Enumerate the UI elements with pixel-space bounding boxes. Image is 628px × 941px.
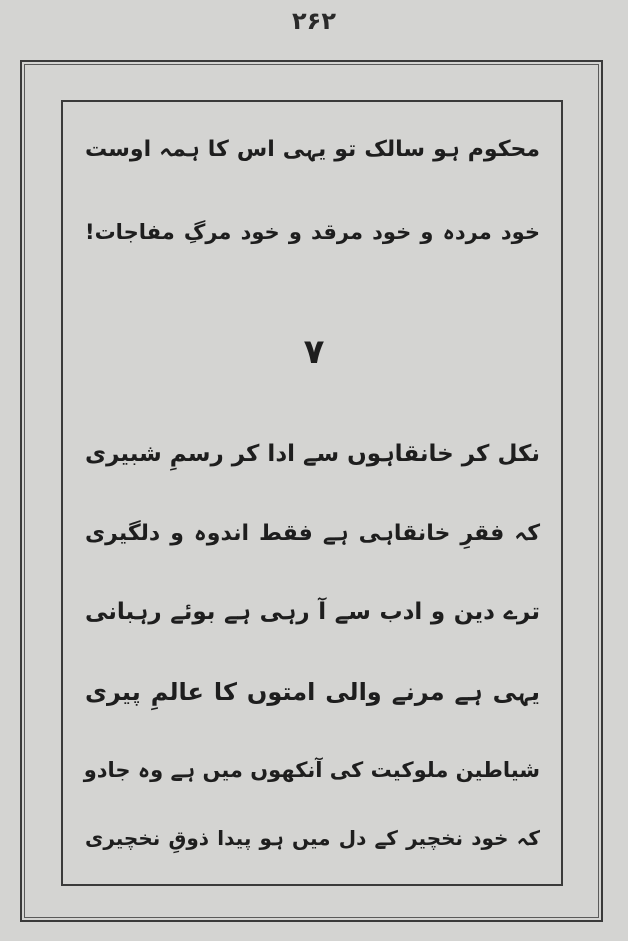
verse-line: محکوم ہو سالک تو یہی اس کا ہمہ اوست: [85, 137, 540, 162]
page-number: ۲۶۲: [292, 7, 336, 35]
verse-line: یہی ہے مرنے والی امتوں کا عالمِ پیری: [85, 678, 540, 706]
verse-line: کہ فقرِ خانقاہی ہے فقط اندوہ و دلگیری: [85, 521, 540, 546]
verse-line: کہ خود نخچیر کے دل میں ہو پیدا ذوقِ نخچیری: [85, 826, 540, 850]
verse-line: شیاطین ملوکیت کی آنکھوں میں ہے وہ جادو: [83, 758, 540, 782]
verse-line: نکل کر خانقاہوں سے ادا کر رسمِ شبیری: [85, 441, 540, 467]
verse-line: ترے دین و ادب سے آ رہی ہے بوئے رہبانی: [85, 599, 540, 625]
section-number: ۷: [303, 332, 325, 372]
verse-line: خود مردہ و خود مرقد و خود مرگِ مفاجات!: [85, 220, 540, 244]
